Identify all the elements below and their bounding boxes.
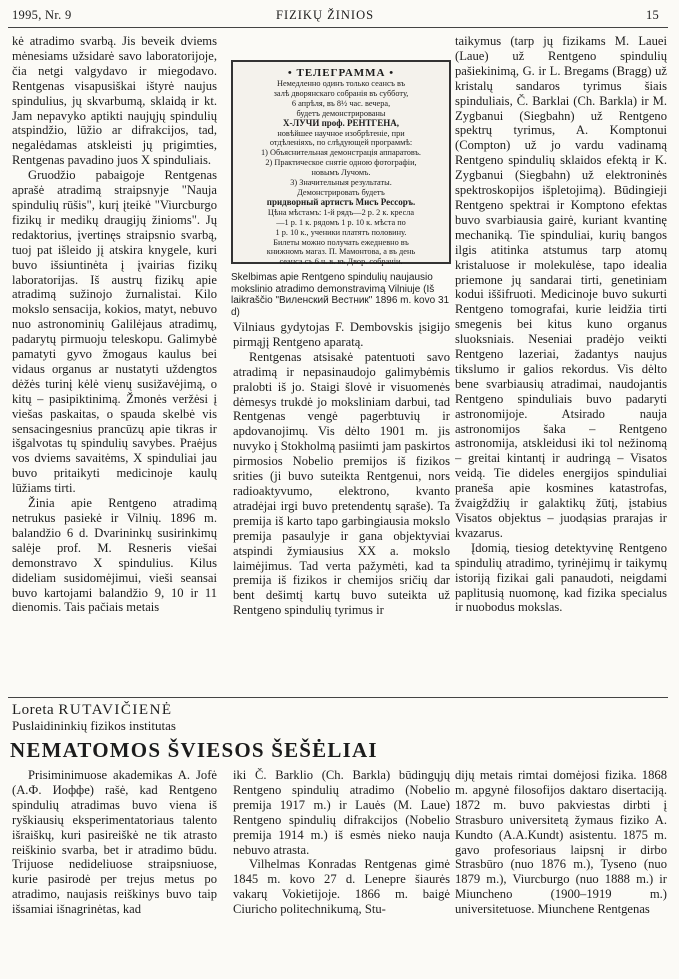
article-column-3 bbox=[455, 768, 667, 976]
clipping-line: 3) Значительныя результаты. bbox=[290, 178, 392, 188]
paragraph: Rentgenas atsisakė patentuoti savo atradimą ir nepasinaudojo galimybėmis pralobti iš jo. Staigi šlovė ir visuomenės dėmesys trukdė jo moksliniam darbui, tad Rentgenas vengė pagerbtuvių ir apdovanojimų. Vis dėlto 1901 m. jis nuvyko į Stokholmą pasiimti jam paskirtos pirmosios Nobelio premijos iš fizikos srities (ji buvo suteikta Rentgenui, nors radioaktyvumo, elektrono, kvanto atradėjai irgi buvo pretendentų sąraše). Ta premija iš karto tapo garbingiausia mokslo premija pasaulyje ir gana objektyviai atspindi žymiausius XX a. mokslo laimėjimus. Tad verta pažymėti, kad ta premija iš fizikos ir chemijos sričių dar bent dešimtį kartų buvo suteikta už Rentgeno spindulių tyrimus ir bbox=[233, 349, 450, 618]
clipping-line: книжномъ магаз. П. Мамонтова, а въ день bbox=[266, 247, 416, 257]
paragraph: iki Č. Barklio (Ch. Barkla) būdingųjų Rentgeno spindulių atradimo (Nobelio premija 1917 m.) ir Lauės (M. Laue) Rentgeno spindulių difrakcijos (Nobelio premija 1914 m.) iš esmės nieko nauja nebuvo atrasta. bbox=[233, 768, 450, 857]
clipping-line: 1) Объяснительная демонстрація аппаратовъ. bbox=[260, 148, 422, 158]
column-3 bbox=[455, 34, 667, 686]
author-institution: Puslaidininkių fizikos institutas bbox=[12, 718, 176, 733]
clipping-line: придворный артистъ Мисъ Рессоръ. bbox=[266, 196, 416, 207]
clipping-line: отдѣленіяхъ, по слѣдующей программѣ: bbox=[269, 138, 413, 148]
clipping-caption: Skelbimas apie Rentgeno spindulių naujausio mokslinio atradimo demonstravimą Vilniuje (Iš laikraščio "Виленский Вестник" 1896 m. kovo 31 d) bbox=[231, 272, 450, 318]
author-first-name: Loreta bbox=[12, 702, 55, 718]
paragraph: Gruodžio pabaigoje Rentgenas aprašė atradimą straipsnyje "Nauja spindulių rūšis", kurį įteikė "Viurcburgo fizikų ir medikų draugijų žinioms". Jų redaktorius, įvertinęs straipsnio svarbą, tuoj pat išleido jį atskira knygele, kuri buvo išsiuntinėta į įvairias fizikų laboratorijas. Iš austrų fizikų apie atradimą sužinojo žurnalistai. Kilo mokslo sensacija, kokios, matyt, nebuvo nuo astronominių Galilėjaus atradimų, padarytų pirmuoju teleskopu. Galimybė pamatyti gyvo žmogaus kaulus bei vidaus organus ar nustatyti uždengtos dėžės turinį kėlė vienų susižavėjimą, o kitų – pasipiktinimą. Žmonės veržėsi į viešas paskaitas, o spauda skelbė vis sensacingesnius prancūzų apie tikras ir išgalvotas tų spindulių savybes. Praėjus vos dviems savaitėms, X spinduliai jau buvo pritaikyti medicinoje kaulų lūžiams tirti. bbox=[12, 168, 217, 496]
clipping-line: будетъ демонстрированы bbox=[296, 108, 386, 118]
clipping-line: Цѣна мѣстамъ: 1-й рядъ—2 р. 2 к. кресла bbox=[267, 207, 415, 217]
column-1 bbox=[12, 34, 217, 686]
paragraph: Vilniaus gydytojas F. Dembovskis įsigijo pirmąjį Rentgeno aparatą. bbox=[233, 320, 450, 349]
paragraph: kė atradimo svarbą. Jis beveik dviems mėnesiams užsidarė savo laboratorijoje, čia netgi valgydavo ir miegodavo. Rentgenas visapusiškai ištyrė naujus spindulius, jų skvarbumą, sklaidą ir kt. Jam nepavyko aptikti naujųjų spindulių atspindžio, lūžio ar difrakcijos, tad, negalėdamas atskleisti jų prigimties, Rentgenas pavadino juos X spinduliais. bbox=[12, 34, 217, 168]
clipping-line: 6 апрѣля, въ 8½ час. вечера, bbox=[291, 98, 391, 108]
clipping-line: —1 р. 1 к. рядомъ 1 р. 10 к. мѣста по bbox=[276, 217, 406, 227]
clipping-line: залѣ дворянскаго собранія въ субботу, bbox=[273, 88, 409, 98]
paragraph: dijų metais rimtai domėjosi fizika. 1868 m. apgynė filosofijos daktaro disertaciją. 1872 m. buvo pakviestas dirbti į Strasburo universitetą žymaus fiziko A. Kundto (A.A.Kundt) asistentu. 1875 m. gavo profesoriaus laipsnį ir dirbo Strasbūro (nuo 1876 m.), Tyseno (nuo 1879 m.), Viurcburgo (nuo 1888 m.) ir Miuncheno (1900–1919 m.) universitetuose. Miunchene Rentgenas bbox=[455, 768, 667, 917]
clipping-title: • ТЕЛЕГРАММА • bbox=[287, 67, 395, 79]
header-rule bbox=[8, 27, 668, 28]
clipping-line: Немедленно одинъ только сеансъ въ bbox=[276, 79, 406, 88]
author-name bbox=[12, 702, 173, 719]
header-journal-title: FIZIKŲ ŽINIOS bbox=[276, 8, 375, 22]
telegram-clipping bbox=[231, 60, 451, 267]
article-title: NEMATOMOS ŠVIESOS ŠEŠĖLIAI bbox=[10, 738, 378, 762]
paragraph: Įdomią, tiesiog detektyvinę Rentgeno spindulių atradimo, tyrinėjimų ir taikymų istoriją fizikai gali panaudoti, neigdami paplitusią nuomonę, kad fizika specialus ir nuobodus mokslas. bbox=[455, 540, 667, 615]
paragraph: Žinia apie Rentgeno atradimą netrukus pasiekė ir Vilnių. 1896 m. balandžio 6 d. Dvarininkų susirinkimų salėje prof. M. Resneris viešai demonstravo X spindulius. Kilus dideliam susidomėjimui, vieši seansai buvo kartojami balandžio 9, 10 ir 11 dienomis. Tais pačiais metais bbox=[12, 496, 217, 615]
clipping-line: Билеты можно получать ежедневно въ bbox=[273, 237, 409, 247]
clipping-line: 1 р. 10 к., ученики платятъ половину. bbox=[275, 227, 407, 237]
clipping-line: Демонстрировать будетъ bbox=[297, 187, 385, 197]
section-rule bbox=[8, 697, 668, 698]
clipping-line: новымъ Лучомъ. bbox=[311, 168, 371, 178]
paragraph: taikymus (tarp jų fizikams M. Lauei (Laue) už Rentgeno spindulių pašiekinimą, G. ir L. Bregams (Bragg) už kristalų sandaros tyrimus šiais spinduliais, Č. Barklai (Ch. Barkla) ir M. Zygbanui (Siegbahn) už Rentgeno spektrų tyrimus, A. Komptonui (Compton) už jo vardu vadinamą Rentgeno spindulių sklaidos efektą ir K. Zygbanui (Siegbahn) už elektroninės spektroskopijos išpletojimą). Būdingieji Rentgeno spektrai ir Komptono efektas buvo svarbiausia gairė, kuriant kvantinę mechaniką. Tie spinduliai, kurių bangos ilgis atitinka atstumus tarp atomų kristaluose ir molekulėse, tapo idealia priemone jų sandarai tirti, genetiniam kodui iššifruoti. Medicinoje buvo sukurti Rentgeno tomografai, kurie leidžia tirti smegenis bei kitus kuno organus sluoksniais. Neseniai pradėjo veikti Rentgeno lazeriai, žadantys naujus tikslumo ir galios rekordus. Vis dėlto bene svarbiausių atradimai, naudojantis Rentgeno spinduliais buvo padaryti astronomijoje. Atsirado nauja astronomijos šaka – Rentgeno astronomija, atskleidusi iki tol nežinomą – greitai kintantį ir audringą – Visatos veidą. Tie dideles energijos spinduliai praneša apie kosmines katastrofas, žvaigždžių ir galaktikų žūtį, įstabius Visatos objektus – juodąsias prarajas ir kvazarus. bbox=[455, 34, 667, 540]
article-column-2 bbox=[233, 768, 450, 976]
clipping-line: X-ЛУЧИ проф. РЕНТГЕНА, bbox=[282, 117, 400, 128]
header-issue: 1995, Nr. 9 bbox=[12, 8, 72, 22]
paragraph: Vilhelmas Konradas Rentgenas gimė 1845 m. kovo 27 d. Lenepre šiaurės vakarų Vokietijoje. 1866 m. baigė Ciuricho politechnikumą, Stu- bbox=[233, 857, 450, 917]
header-page-number: 15 bbox=[646, 8, 660, 22]
clipping-line: новѣйшее научное изобрѣтеніе, при bbox=[277, 128, 405, 138]
author-last-name: RUTAVIČIENĖ bbox=[58, 702, 173, 718]
clipping-line: 2) Практическое снятіе одною фотографіи, bbox=[265, 158, 417, 168]
clipping-line: сеанса съ 6 ч. в. въ Двор. собраніи. bbox=[279, 257, 403, 267]
paragraph: Prisiminimuose akademikas A. Jofė (А.Ф. Иоффе) rašė, kad Rentgeno spindulių atradimas buvo viena iš ryškiausių eksperimentatoriaus talento išraiškų, kuri pasireiškė ne tik atrasto reiškinio svarba, bet ir atradimo būdu. Trijuose nedideliuose straipsniuose, kurie pasirodė per trejus metus po atradimo, naujasis reiškinys buvo taip išsamiai išnagrinėtas, kad bbox=[12, 768, 217, 917]
article-column-1 bbox=[12, 768, 217, 976]
column-2 bbox=[233, 320, 450, 686]
